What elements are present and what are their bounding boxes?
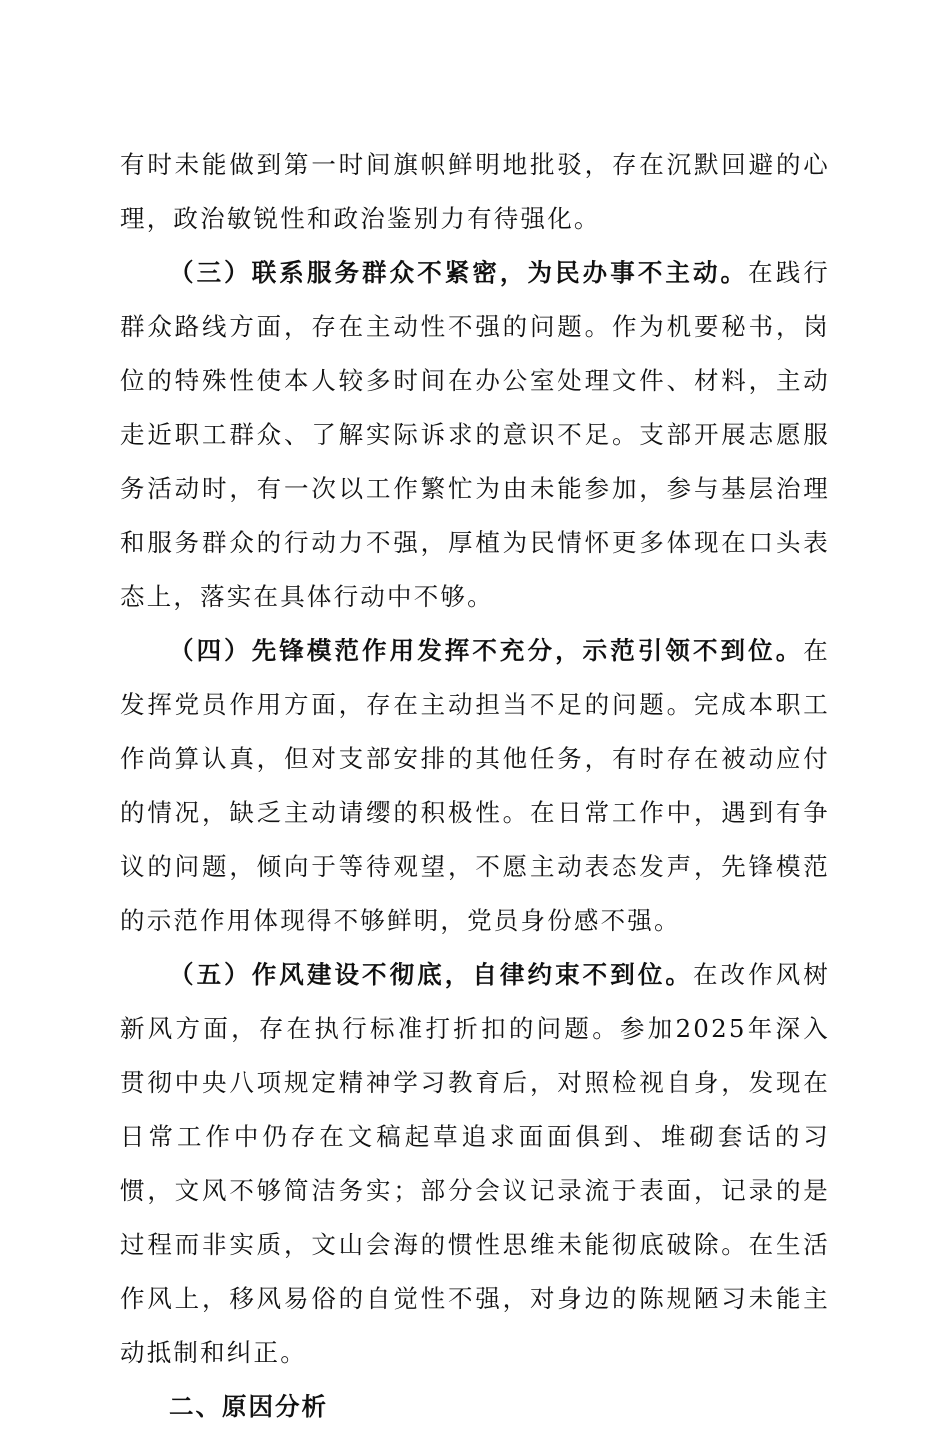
paragraph-section-5 <box>120 948 830 1380</box>
paragraph-lead: （五）作风建设不彻底，自律约束不到位。 <box>169 960 693 989</box>
paragraph-section-3 <box>120 246 830 624</box>
paragraph-lead: （四）先锋模范作用发挥不充分，示范引领不到位。 <box>169 636 804 665</box>
paragraph-text: 有时未能做到第一时间旗帜鲜明地批驳，存在沉默回避的心理，政治敏锐性和政治鉴别力有待强化。 <box>120 150 830 233</box>
paragraph-section-4 <box>120 624 830 948</box>
paragraph-lead: （三）联系服务群众不紧密，为民办事不主动。 <box>169 258 749 287</box>
section-heading: 二、原因分析 <box>169 1392 328 1421</box>
paragraph-text: 在发挥党员作用方面，存在主动担当不足的问题。完成本职工作尚算认真，但对支部安排的其他任务，有时存在被动应付的情况，缺乏主动请缨的积极性。在日常工作中，遇到有争议的问题，倾向于等待观望，不愿主动表态发声，先锋模范的示范作用体现得不够鲜明，党员身份感不强。 <box>120 636 830 935</box>
paragraph-continuation <box>120 138 830 246</box>
paragraph-text: 在改作风树新风方面，存在执行标准打折扣的问题。参加2025年深入贯彻中央八项规定精神学习教育后，对照检视自身，发现在日常工作中仍存在文稿起草追求面面俱到、堆砌套话的习惯，文风不够简洁务实；部分会议记录流于表面，记录的是过程而非实质，文山会海的惯性思维未能彻底破除。在生活作风上，移风易俗的自觉性不强，对身边的陈规陋习未能主动抵制和纠正。 <box>120 960 830 1367</box>
document-body <box>120 138 830 1434</box>
paragraph-text: 在践行群众路线方面，存在主动性不强的问题。作为机要秘书，岗位的特殊性使本人较多时间在办公室处理文件、材料，主动走近职工群众、了解实际诉求的意识不足。支部开展志愿服务活动时，有一次以工作繁忙为由未能参加，参与基层治理和服务群众的行动力不强，厚植为民情怀更多体现在口头表态上，落实在具体行动中不够。 <box>120 258 830 611</box>
